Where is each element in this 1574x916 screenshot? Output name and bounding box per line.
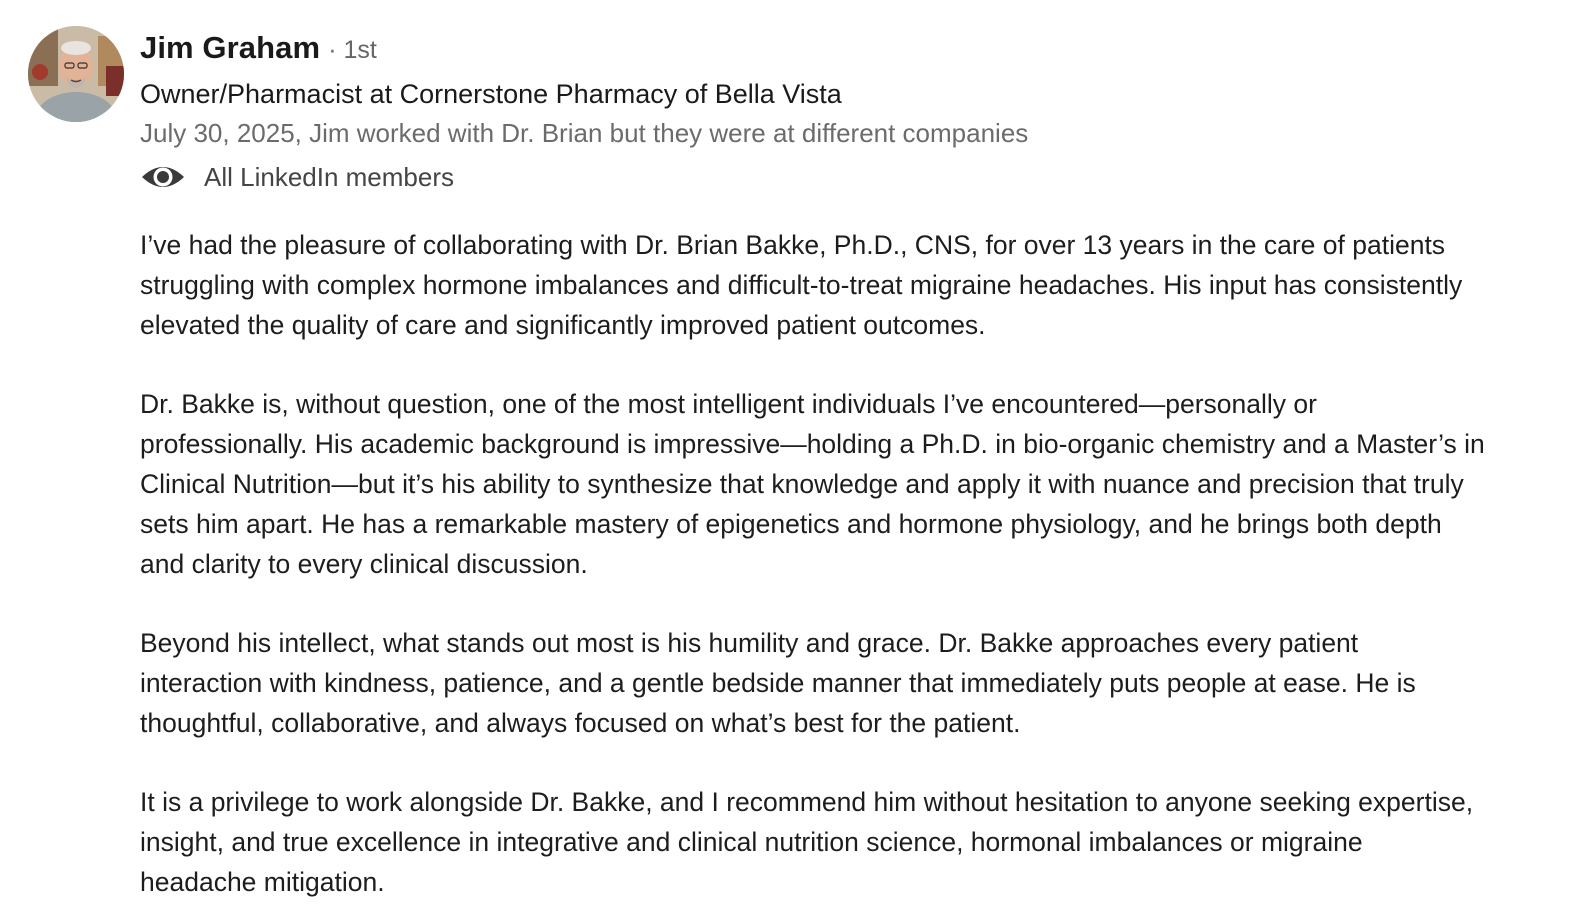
paragraph: It is a privilege to work alongside Dr. Bakke, and I recommend him without hesitation to anyone seeking expertise, insight, and true excellence in integrative and clinical nutrition science, hormonal imbalances or migraine headache mitigation. bbox=[140, 787, 1474, 897]
avatar[interactable] bbox=[28, 26, 124, 122]
connection-degree: · 1st bbox=[328, 36, 377, 64]
visibility-row bbox=[140, 157, 1534, 197]
avatar-photo bbox=[28, 26, 124, 122]
recommendation-header bbox=[140, 30, 1534, 197]
author-name[interactable]: Jim Graham bbox=[140, 30, 321, 65]
recommendation-text bbox=[140, 225, 1485, 902]
author-headline: Owner/Pharmacist at Cornerstone Pharmacy of Bella Vista bbox=[140, 79, 842, 109]
paragraph: I’ve had the pleasure of collaborating with Dr. Brian Bakke, Ph.D., CNS, for over 13 years in the care of patients struggling with complex hormone imbalances and difficult-to-treat migraine headaches. His input has consistently elevated the quality of care and significantly improved patient outcomes. bbox=[140, 230, 1463, 340]
visibility-label: All LinkedIn members bbox=[204, 161, 454, 192]
recommendation-meta: July 30, 2025, Jim worked with Dr. Brian but they were at different companies bbox=[140, 118, 1029, 148]
paragraph: Dr. Bakke is, without question, one of the most intelligent individuals I’ve encountered—personally or professionally. His academic background is impressive—holding a Ph.D. in bio-organic chemistry and a Master’s in Clinical Nutrition—but it’s his ability to synthesize that knowledge and apply it with nuance and precision that truly sets him apart. He has a remarkable mastery of epigenetics and hormone physiology, and he brings both depth and clarity to every clinical discussion. bbox=[140, 389, 1485, 579]
paragraph: Beyond his intellect, what stands out most is his humility and grace. Dr. Bakke approaches every patient interaction with kindness, patience, and a gentle bedside manner that immediately puts people at ease. He is thoughtful, collaborative, and always focused on what’s best for the patient. bbox=[140, 628, 1416, 738]
name-row bbox=[140, 30, 1534, 72]
eye-icon bbox=[140, 161, 186, 193]
